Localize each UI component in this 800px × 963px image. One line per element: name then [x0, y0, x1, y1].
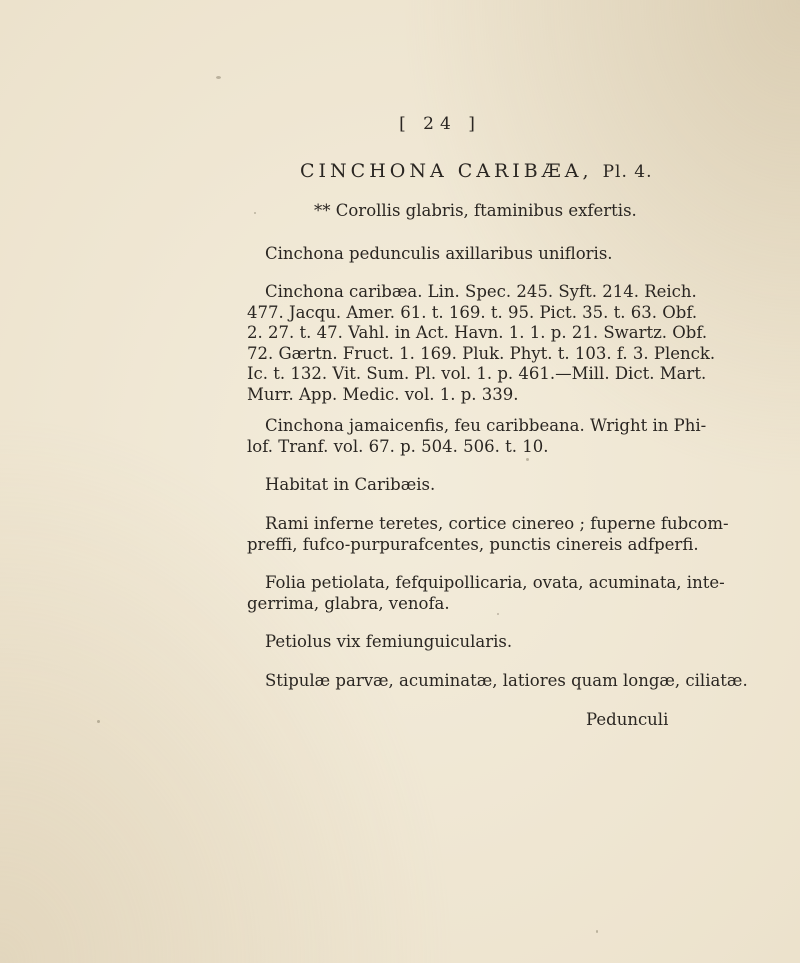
text-line: lof. Tranf. vol. 67. p. 504. 506. t. 10.: [247, 436, 549, 456]
paragraph-synonymy-2: [247, 416, 707, 457]
paragraph-habitat: [247, 475, 661, 496]
paper-speck: [497, 613, 499, 615]
text-line: Stipulæ parvæ, acuminatæ, latiores quam longæ, ciliatæ.: [265, 671, 748, 690]
paragraph-rami: [247, 514, 729, 555]
text-line: Cinchona caribæa. Lin. Spec. 245. Syft. 214. Reich.: [265, 282, 697, 301]
paper-speck: [254, 212, 256, 214]
paragraph-petiolus: [247, 632, 661, 653]
text-line: 2. 27. t. 47. Vahl. in Act. Havn. 1. 1. p. 21. Swartz. Obf.: [247, 323, 708, 342]
text-line: 72. Gærtn. Fruct. 1. 169. Pluk. Phyt. t. 103. f. 3. Plenck.: [247, 343, 716, 363]
text-line: Folia petiolata, fefquipollicaria, ovata, acuminata, inte-: [265, 573, 725, 592]
species-heading: [300, 160, 653, 182]
section-subtitle: ** Corollis glabris, ftaminibus exfertis.: [314, 201, 637, 220]
paragraph-folia: [247, 573, 725, 614]
paragraph-stipulae: [247, 671, 748, 692]
text-line: 477. Jacqu. Amer. 61. t. 169. t. 95. Pict. 35. t. 63. Obf.: [247, 302, 698, 322]
paragraph-synonymy-1: [247, 282, 716, 405]
text-line: Cinchona pedunculis axillaribus unifloris.: [265, 244, 613, 263]
text-line: Murr. App. Medic. vol. 1. p. 339.: [247, 384, 519, 404]
text-line: Cinchona jamaicenfis, feu caribbeana. Wright in Phi-: [265, 416, 707, 435]
text-line: gerrima, glabra, venofa.: [247, 593, 450, 613]
paper-speck: [97, 720, 100, 723]
text-line: preffi, fufco-purpurafcentes, punctis cinereis adfperfi.: [247, 534, 699, 554]
page-number: [ 24 ]: [399, 114, 481, 134]
plate-reference: Pl. 4.: [602, 162, 653, 182]
paper-speck: [216, 76, 221, 79]
paper-speck: [526, 458, 529, 461]
text-line: Petiolus vix femiunguicularis.: [265, 632, 513, 651]
paper-speck: [596, 930, 598, 933]
catchword: Pedunculi: [586, 710, 669, 729]
text-line: Habitat in Caribæis.: [265, 475, 436, 494]
paragraph-diagnosis: [247, 244, 661, 265]
text-line: Ic. t. 132. Vit. Sum. Pl. vol. 1. p. 461.—Mill. Dict. Mart.: [247, 364, 707, 383]
text-line: Rami inferne teretes, cortice cinereo ; fuperne fubcom-: [265, 514, 729, 533]
species-name: CINCHONA CARIBÆA,: [300, 160, 593, 182]
